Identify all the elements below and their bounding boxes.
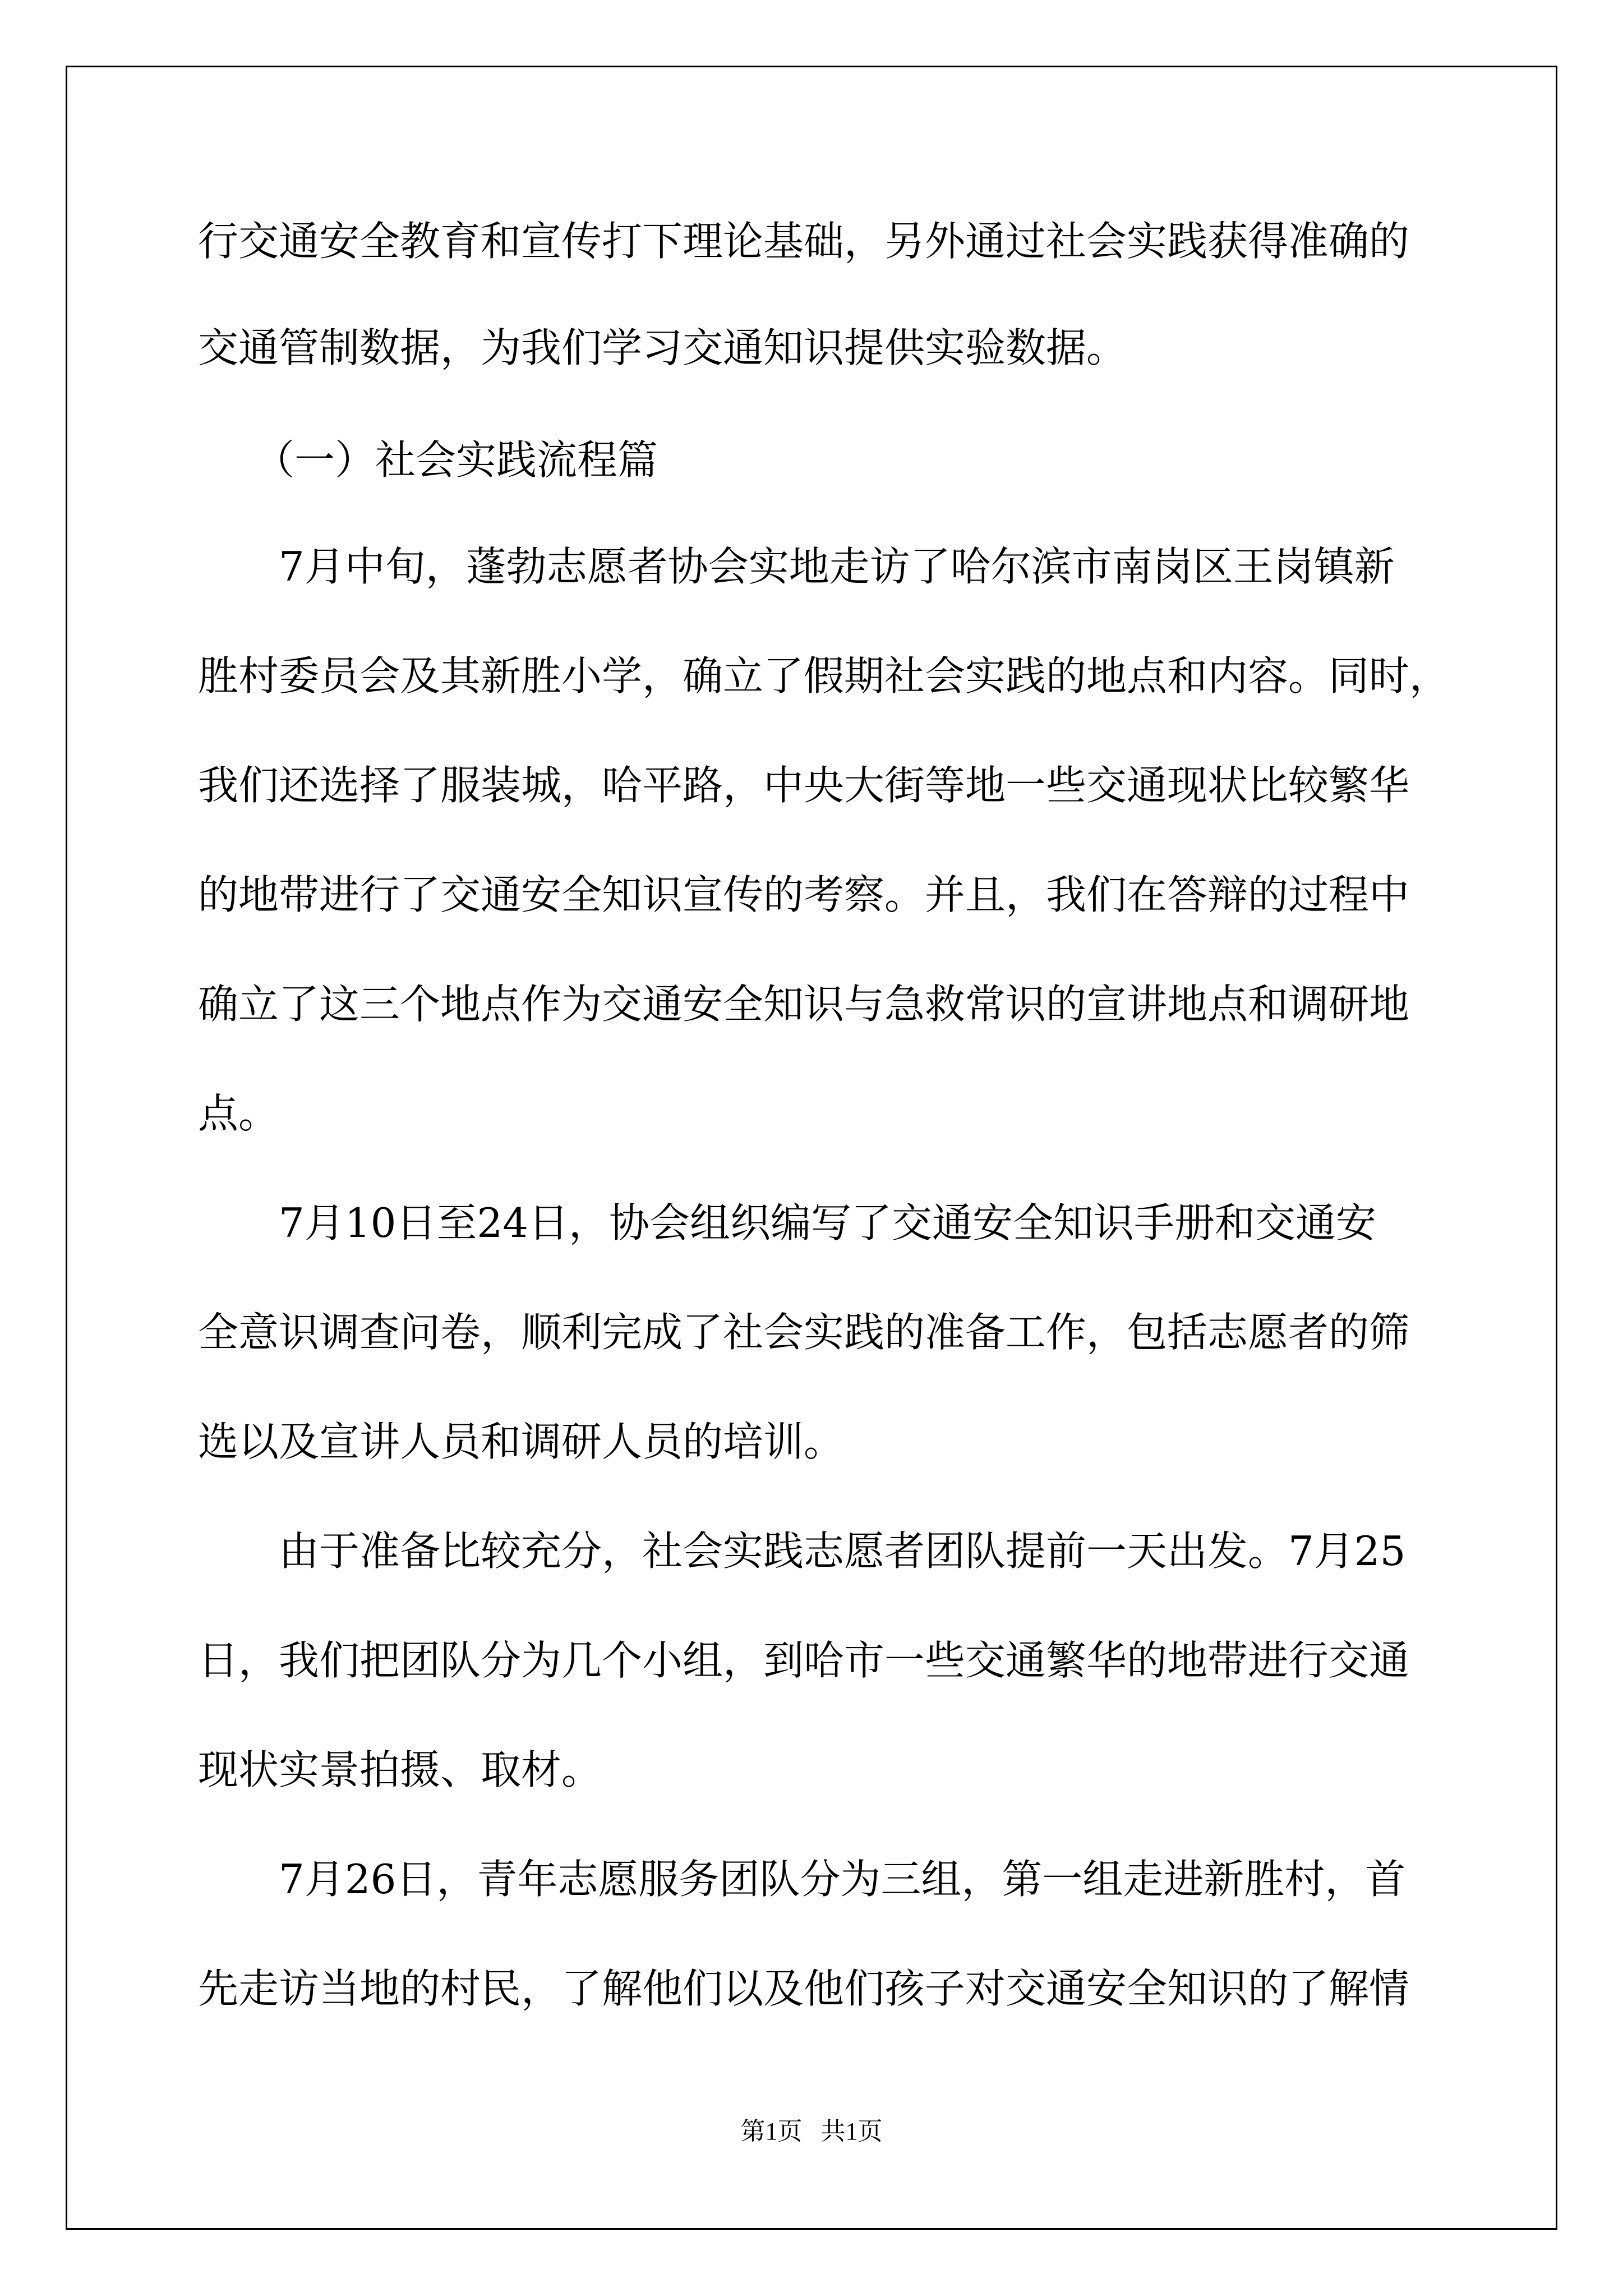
text-line: 确立了这三个地点作为交通安全知识与急救常识的宣讲地点和调研地: [198, 981, 1410, 1028]
text-line: 的地带进行了交通安全知识宣传的考察。并且，我们在答辩的过程中: [198, 871, 1410, 918]
section-heading: （一）社会实践流程篇: [254, 436, 658, 484]
text-line: 现状实景拍摄、取材。: [198, 1746, 602, 1793]
text-line: 日，我们把团队分为几个小组，到哈市一些交通繁华的地带进行交通: [198, 1637, 1410, 1684]
paragraph-first-line: 由于准备比较充分，社会实践志愿者团队提前一天出发。7月25: [279, 1527, 1406, 1575]
text-line: 选以及宣讲人员和调研人员的培训。: [198, 1418, 845, 1465]
text-line: 行交通安全教育和宣传打下理论基础，另外通过社会实践获得准确的: [198, 218, 1410, 265]
text-line: 先走访当地的村民，了解他们以及他们孩子对交通安全知识的了解情: [198, 1965, 1410, 2012]
text-line: 交通管制数据，为我们学习交通知识提供实验数据。: [198, 324, 1127, 371]
text-line: 点。: [198, 1090, 279, 1137]
paragraph-first-line: 7月26日，青年志愿服务团队分为三组，第一组走进新胜村，首: [279, 1856, 1406, 1903]
text-line: 全意识调查问卷，顺利完成了社会实践的准备工作，包括志愿者的筛: [198, 1309, 1410, 1356]
text-line: 我们还选择了服装城，哈平路，中央大街等地一些交通现状比较繁华: [198, 762, 1410, 809]
paragraph-first-line: 7月10日至24日，协会组织编写了交通安全知识手册和交通安: [279, 1199, 1377, 1246]
page-footer: 第1页 共1页: [740, 2118, 883, 2145]
paragraph-first-line: 7月中旬，蓬勃志愿者协会实地走访了哈尔滨市南岗区王岗镇新: [279, 543, 1395, 590]
text-line: 胜村委员会及其新胜小学，确立了假期社会实践的地点和内容。同时，: [198, 652, 1450, 700]
